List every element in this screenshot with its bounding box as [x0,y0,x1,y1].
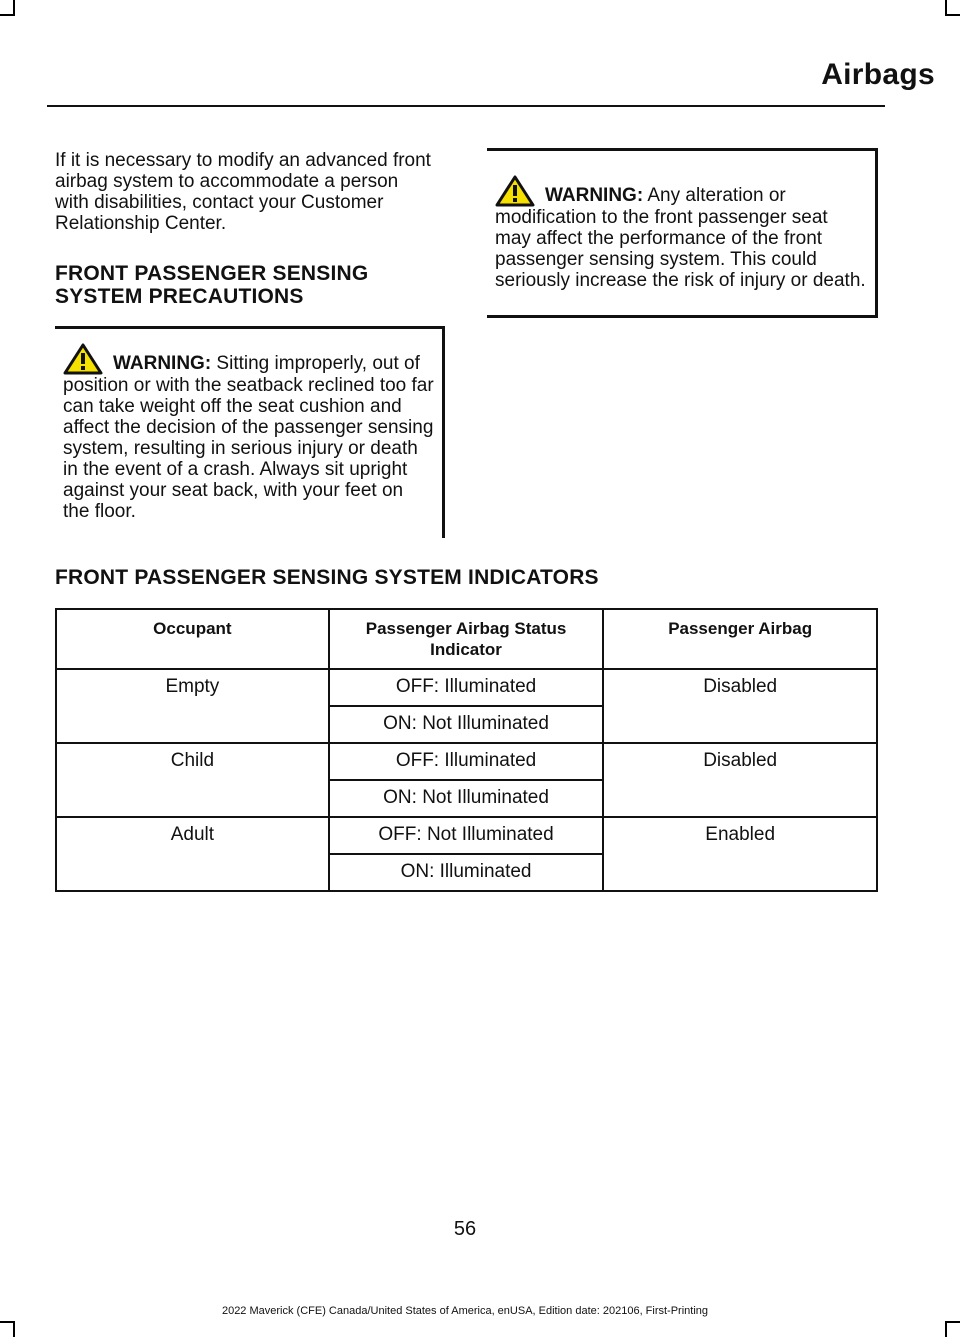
column-header: Passenger Airbag [603,609,877,669]
airbag-cell: Enabled [603,817,877,891]
airbag-cell: Disabled [603,743,877,817]
crop-mark [945,14,960,16]
airbag-cell: Disabled [603,669,877,743]
page-number: 56 [453,1218,477,1240]
status-cell: OFF: Not Illuminated [329,817,604,854]
occupant-cell: Empty [56,669,329,743]
status-cell: OFF: Illuminated [329,669,604,706]
indicator-table [55,608,878,892]
warning-box-seating [55,326,445,538]
intro-paragraph: If it is necessary to modify an advanced front airbag system to accommodate a person with disabilities, contact your Customer Relationship Center. [55,150,431,234]
status-cell: ON: Not Illuminated [329,706,604,743]
section-heading-indicators: FRONT PASSENGER SENSING SYSTEM INDICATORS [55,566,599,589]
status-cell: OFF: Illuminated [329,743,604,780]
crop-mark [945,1321,947,1337]
warning-triangle-icon [495,175,535,207]
footer-edition: 2022 Maverick (CFE) Canada/United States of America, enUSA, Edition date: 202106, First-Printing [221,1305,709,1317]
table-row [56,669,877,706]
crop-mark [0,14,15,16]
warning-box-modification [487,148,878,318]
table-row [56,817,877,854]
status-cell: ON: Not Illuminated [329,780,604,817]
header-rule [47,105,885,107]
page-title: Airbags [821,58,935,91]
crop-mark [945,1321,960,1323]
warning-triangle-icon [63,343,103,375]
warning-text: Any alteration or modification to the front passenger seat may affect the performance of the front passenger sensing system. This could seriously increase the risk of injury or death. [495,185,866,291]
crop-mark [0,1321,15,1323]
warning-label: WARNING: [113,353,212,374]
table-row [56,743,877,780]
occupant-cell: Child [56,743,329,817]
warning-text: Sitting improperly, out of position or with the seatback reclined too far can take weight off the seat cushion and affect the decision of the passenger sensing system, resulting in serious injury or death in the event of a crash. Always sit upright against your seat back, with your feet on the floor. [63,353,434,522]
warning-label: WARNING: [545,185,644,206]
column-header: Occupant [56,609,329,669]
crop-mark [13,1321,15,1337]
status-cell: ON: Illuminated [329,854,604,891]
occupant-cell: Adult [56,817,329,891]
section-heading-precautions: FRONT PASSENGER SENSING SYSTEM PRECAUTIONS [55,262,369,308]
column-header: Passenger Airbag Status Indicator [329,609,604,669]
table-header-row [56,609,877,669]
